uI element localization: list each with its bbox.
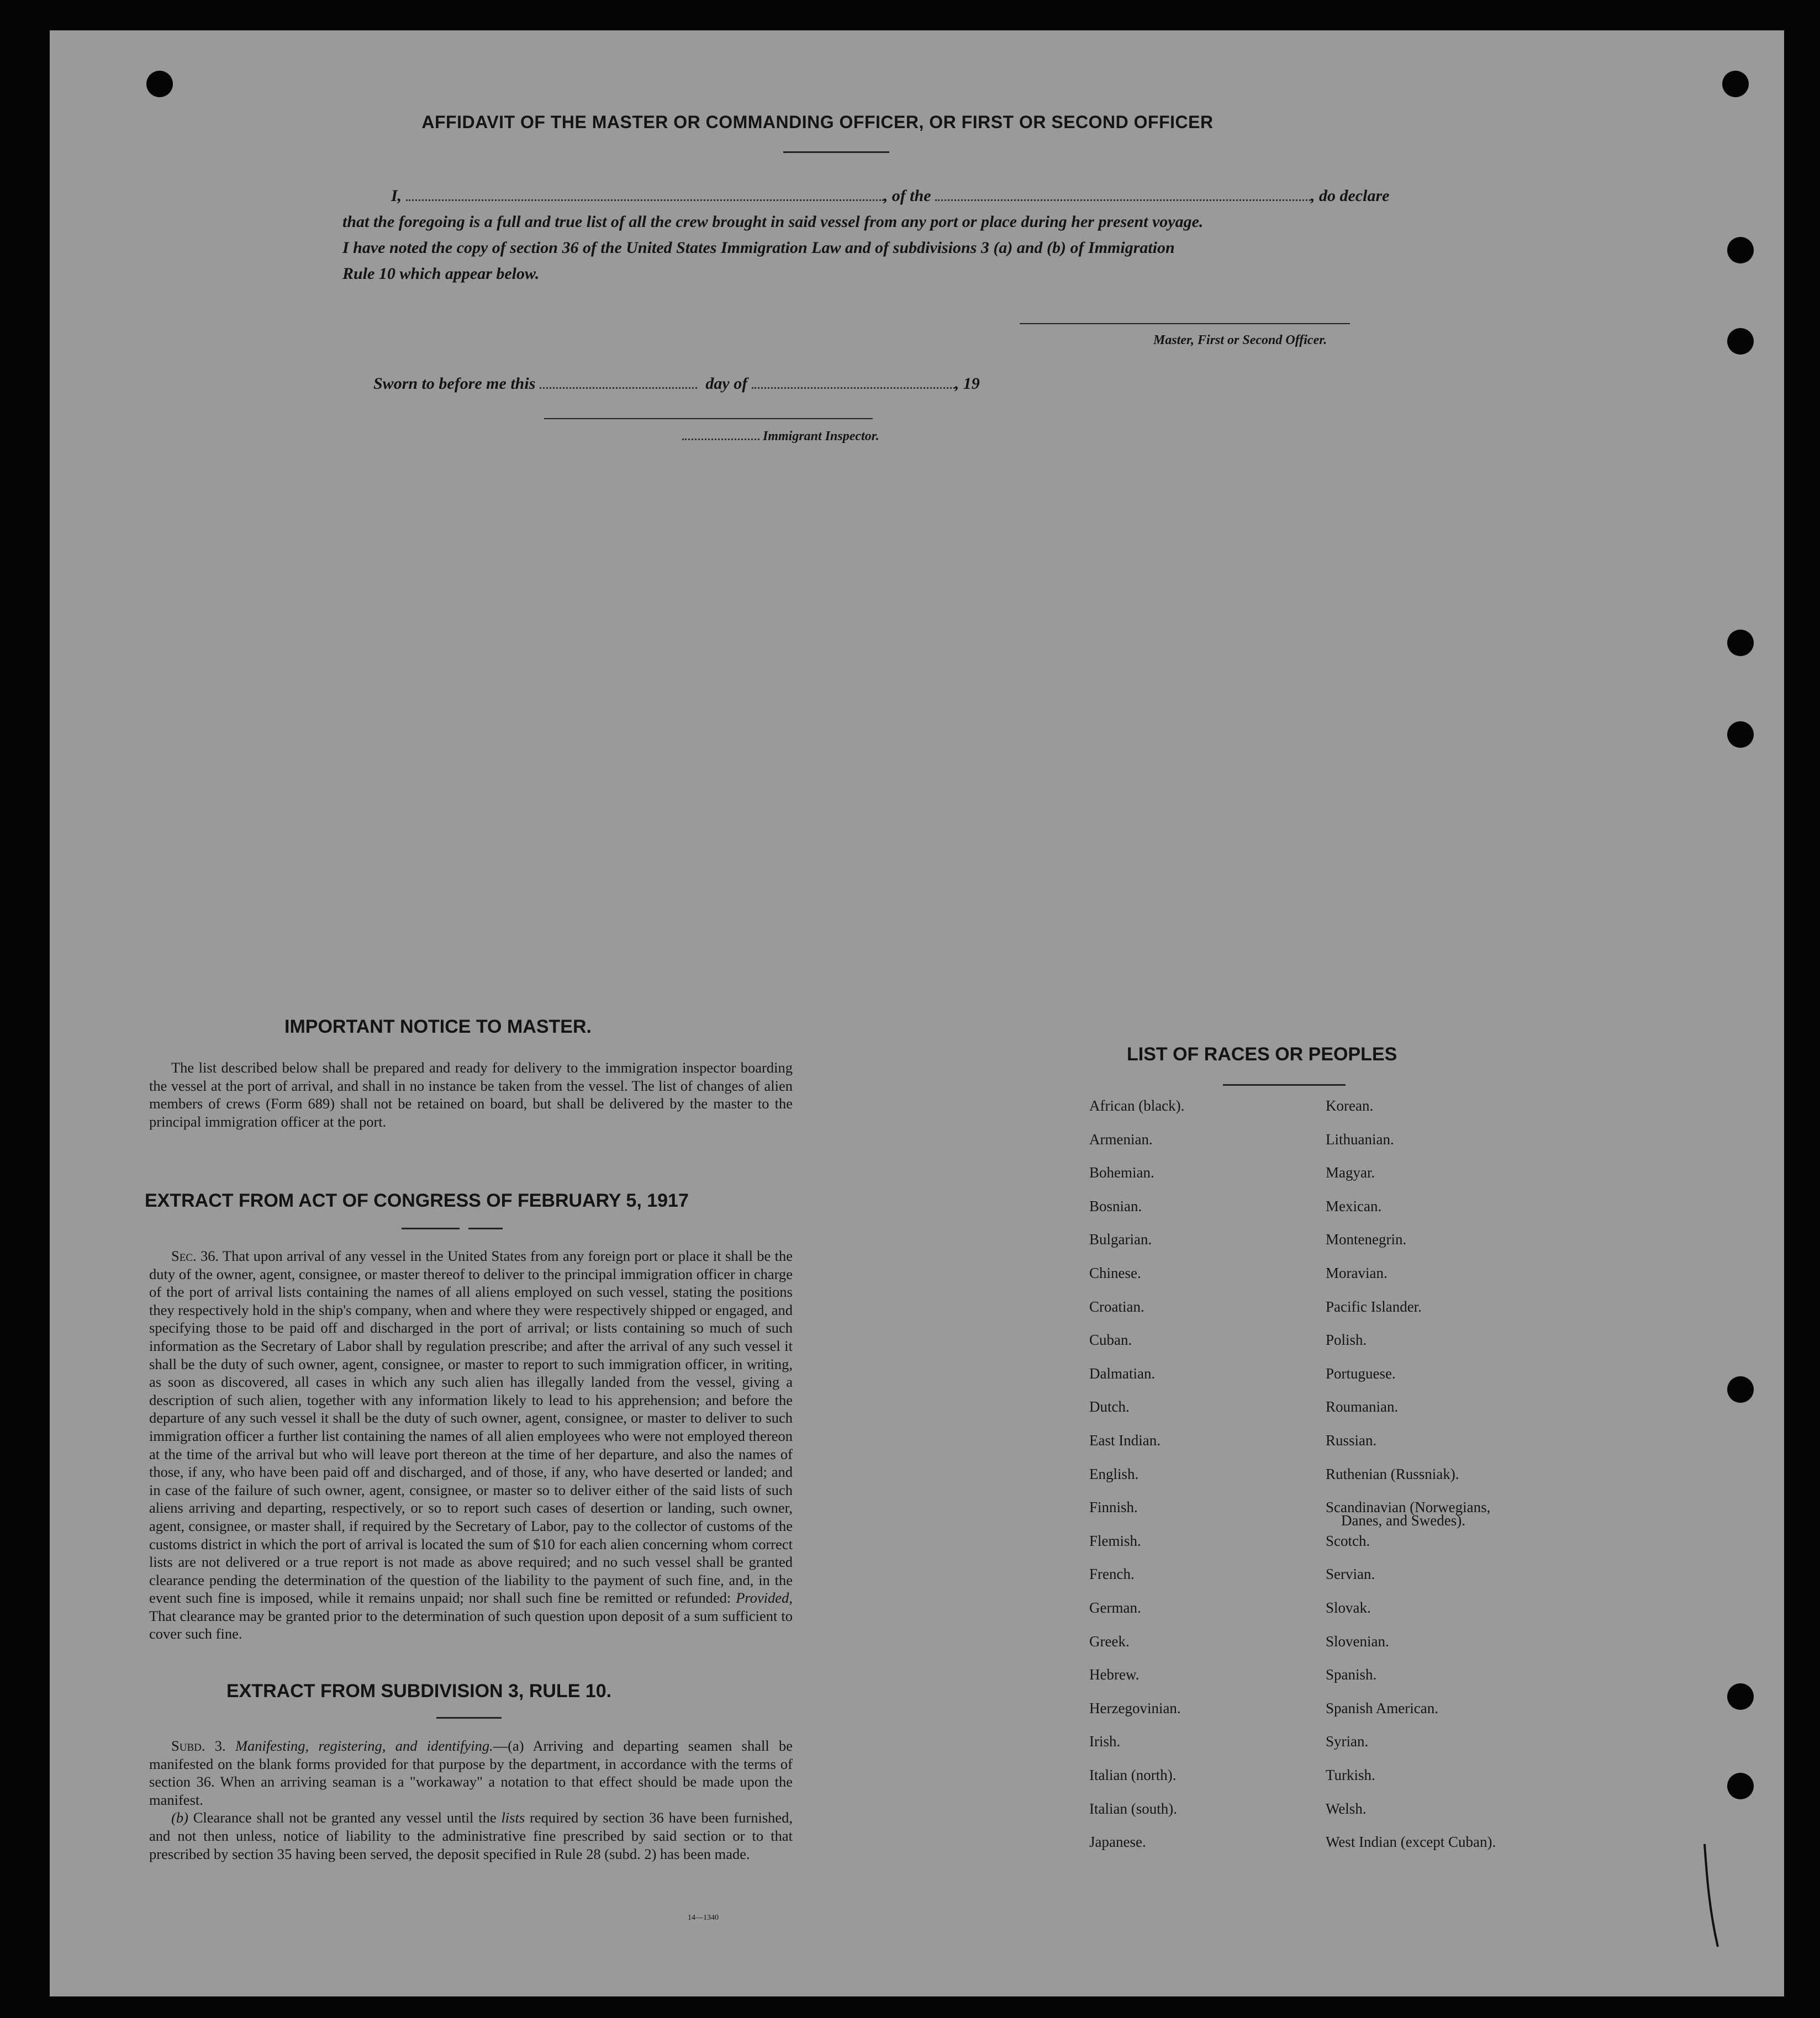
race-item: Dalmatian. <box>1089 1365 1156 1382</box>
race-item: Bosnian. <box>1089 1197 1142 1214</box>
document-page <box>50 30 1784 1996</box>
notice-text <box>149 1059 793 1130</box>
section-36-text-end: That clearance may be granted prior to the determination of such question upon deposit of a sum sufficient to cover such fine. <box>149 1607 793 1642</box>
rule-extract-title: EXTRACT FROM SUBDIVISION 3, RULE 10. <box>226 1681 612 1702</box>
race-item: Ruthenian (Russniak). <box>1326 1465 1459 1482</box>
races-title-rule <box>1223 1084 1346 1086</box>
subdivision-b-text: required by section 36 have been furnished, and not then unless, notice of liability to the administrative fine prescribed by said section or to that prescribed by section 35 having been served, the deposit specified in Rule 28 (subd. 2) has been made. <box>149 1809 793 1862</box>
race-item: Bohemian. <box>1089 1164 1154 1181</box>
race-item: Servian. <box>1326 1566 1375 1583</box>
i-label: I, <box>391 187 402 205</box>
race-item: Armenian. <box>1089 1130 1153 1148</box>
subdivision-b-label: (b) <box>171 1809 188 1826</box>
race-item: Italian (north). <box>1089 1767 1177 1783</box>
race-item: Turkish. <box>1326 1767 1375 1783</box>
inspector-field[interactable] <box>682 439 759 440</box>
race-item: Korean. <box>1326 1097 1374 1114</box>
sworn-month-field[interactable] <box>752 387 955 389</box>
punch-hole <box>1722 71 1749 97</box>
subdivision-heading: Manifesting, registering, and identifying. <box>235 1737 493 1754</box>
race-item: Moravian. <box>1326 1265 1388 1281</box>
race-item: German. <box>1089 1599 1141 1616</box>
race-item: Chinese. <box>1089 1265 1141 1281</box>
race-item: Herzegovinian. <box>1089 1699 1181 1716</box>
race-item: Russian. <box>1326 1432 1377 1449</box>
race-item: Irish. <box>1089 1733 1121 1750</box>
race-item: Dutch. <box>1089 1398 1130 1415</box>
affidavit-line-1: that the foregoing is a full and true list of all the crew brought in said vessel from any port or place during her present voyage. <box>342 213 1204 231</box>
notice-title: IMPORTANT NOTICE TO MASTER. <box>284 1016 592 1037</box>
race-item: Slovenian. <box>1326 1633 1389 1650</box>
lists-word: lists <box>501 1809 525 1826</box>
punch-hole <box>1727 630 1754 656</box>
section-36-paragraph <box>149 1247 793 1643</box>
race-item: East Indian. <box>1089 1432 1160 1449</box>
sworn-line <box>373 374 980 393</box>
race-item: Croatian. <box>1089 1298 1144 1315</box>
race-item: Spanish American. <box>1326 1699 1438 1716</box>
race-item: Slovak. <box>1326 1599 1371 1616</box>
act-extract-text <box>149 1247 793 1643</box>
day-of-label: day of <box>705 374 748 393</box>
race-item: Scotch. <box>1326 1532 1370 1549</box>
section-36-text: That upon arrival of any vessel in the United States from any foreign port or place it shall be the duty of the owner, agent, consignee, or master thereof to deliver to the principal immigration officer in charge of the port of arrival lists containing the names of all aliens employed on such vessel, stating the positions they respectively hold in the ship's company, when and where they were respectively shipped or engaged, and specifying those to be paid off and discharged in the port of arrival; or lists containing so much of such information as the Secretary of Labor shall by regulation prescribe; and after the arrival of any such vessel it shall be the duty of such owner, agent, consignee, or master to report to such immigration officer, in writing, as soon as discovered, all cases in which any such alien has illegally landed from the vessel, giving a description of such alien, together with any information likely to lead to his apprehension; and before the departure of any such vessel it shall be the duty of such owner, agent, consignee, or master to deliver to such immigration officer a further list containing the names of all alien employees who were not employed thereon at the time of the arrival but who will leave port thereon at the time of her departure, and also the names of those, if any, who have been paid off and discharged, and of those, if any, who have deserted or landed; and in case of the failure of such owner, agent, consignee, or master so to deliver either of the said lists of such aliens arriving and departing, respectively, or so to report such cases of desertion or landing, such owner, agent, consignee, or master shall, if required by the Secretary of Labor, pay to the collector of customs of the customs district in which the port of arrival is located the sum of $10 for each alien concerning whom correct lists are not delivered or a true report is not made as above required; and no such vessel shall be granted clearance pending the determination of the question of the liability to the payment of such fine, and, in the event such fine is imposed, while it remains unpaid; nor shall such fine be remitted or refunded: <box>149 1248 793 1607</box>
race-item: Spanish. <box>1326 1666 1377 1683</box>
punch-hole <box>1727 721 1754 748</box>
race-item: Danes, and Swedes). <box>1341 1512 1465 1529</box>
affidavit-line-2: I have noted the copy of section 36 of the United States Immigration Law and of subdivisions 3 (a) and (b) of Immigration <box>342 239 1175 257</box>
inspector-caption: Immigrant Inspector. <box>763 429 879 443</box>
race-item: Syrian. <box>1326 1733 1369 1750</box>
sworn-label: Sworn to before me this <box>373 374 536 393</box>
race-item: Hebrew. <box>1089 1666 1140 1683</box>
race-item: English. <box>1089 1465 1139 1482</box>
punch-hole <box>146 71 173 97</box>
section-label: Sec. 36. <box>171 1248 219 1264</box>
punch-hole <box>1727 1773 1754 1799</box>
punch-hole <box>1727 237 1754 263</box>
inspector-signature-line[interactable] <box>544 418 873 419</box>
race-item: Roumanian. <box>1326 1398 1399 1415</box>
affidavit-title: AFFIDAVIT OF THE MASTER OR COMMANDING OFFICER, OR FIRST OR SECOND OFFICER <box>421 112 1214 132</box>
races-title: LIST OF RACES OR PEOPLES <box>1127 1044 1397 1065</box>
race-item: Cuban. <box>1089 1332 1132 1349</box>
affidavit-line-3: Rule 10 which appear below. <box>342 265 540 283</box>
subdivision-label: Subd. 3. <box>171 1737 226 1754</box>
subdivision-b-pre: Clearance shall not be granted any vessel until the <box>193 1809 497 1826</box>
subdivision-a-text: —(a) Arriving and departing seamen shall be manifested on the blank forms provided for that purpose by the department, in accordance with the terms of section 36. When an arriving seaman is a "workaway" a notation to that effect should be made upon the manifest. <box>149 1737 793 1808</box>
punch-hole <box>1727 328 1754 355</box>
race-item: Pacific Islander. <box>1326 1298 1422 1315</box>
vessel-name-field[interactable] <box>935 199 1311 201</box>
master-signature-line[interactable] <box>1020 323 1350 324</box>
race-item: Bulgarian. <box>1089 1231 1152 1248</box>
race-item: Portuguese. <box>1326 1365 1396 1382</box>
race-item: Italian (south). <box>1089 1800 1177 1817</box>
affidavit-declaration-line <box>342 187 1442 205</box>
act-title-rule <box>468 1228 503 1229</box>
race-item: African (black). <box>1089 1097 1185 1114</box>
race-item: French. <box>1089 1566 1135 1583</box>
year-label: , 19 <box>954 374 980 393</box>
form-number: 14—1340 <box>688 1914 719 1922</box>
act-extract-title: EXTRACT FROM ACT OF CONGRESS OF FEBRUARY 5, 1917 <box>145 1190 689 1211</box>
do-declare-label: , do declare <box>1311 187 1390 205</box>
race-item: Flemish. <box>1089 1532 1141 1549</box>
sworn-day-field[interactable] <box>540 387 697 389</box>
rule-title-rule <box>436 1717 502 1719</box>
race-item: Mexican. <box>1326 1197 1382 1214</box>
title-underline <box>783 151 889 153</box>
of-the-label: , of the <box>883 187 931 205</box>
notice-paragraph: The list described below shall be prepared and ready for delivery to the immigration inspector boarding the vessel at the port of arrival, and shall in no instance be taken from the vessel. The list of changes of alien members of crews (Form 689) shall not be retained on board, but shall be delivered by the master to the principal immigration officer at the port. <box>149 1059 793 1130</box>
punch-hole <box>1727 1683 1754 1710</box>
race-item: Welsh. <box>1326 1800 1367 1817</box>
race-item: Greek. <box>1089 1633 1130 1650</box>
rule-extract-text <box>149 1737 793 1863</box>
race-item: Polish. <box>1326 1332 1367 1349</box>
provided-label: Provided, <box>736 1589 793 1607</box>
master-name-field[interactable] <box>406 199 884 201</box>
subdivision-a-paragraph <box>149 1737 793 1809</box>
race-item: Magyar. <box>1326 1164 1375 1181</box>
master-signature-caption: Master, First or Second Officer. <box>1153 333 1327 347</box>
race-item: Finnish. <box>1089 1499 1138 1516</box>
pen-mark <box>1701 1842 1723 1952</box>
race-item: Lithuanian. <box>1326 1130 1394 1148</box>
race-item: Montenegrin. <box>1326 1231 1407 1248</box>
race-item: West Indian (except Cuban). <box>1326 1834 1496 1851</box>
race-item: Scandinavian (Norwegians, <box>1326 1499 1491 1516</box>
inspector-line <box>682 429 879 444</box>
subdivision-b-paragraph <box>149 1809 793 1863</box>
punch-hole <box>1727 1376 1754 1403</box>
race-item: Japanese. <box>1089 1834 1146 1851</box>
act-title-rule <box>402 1228 460 1229</box>
